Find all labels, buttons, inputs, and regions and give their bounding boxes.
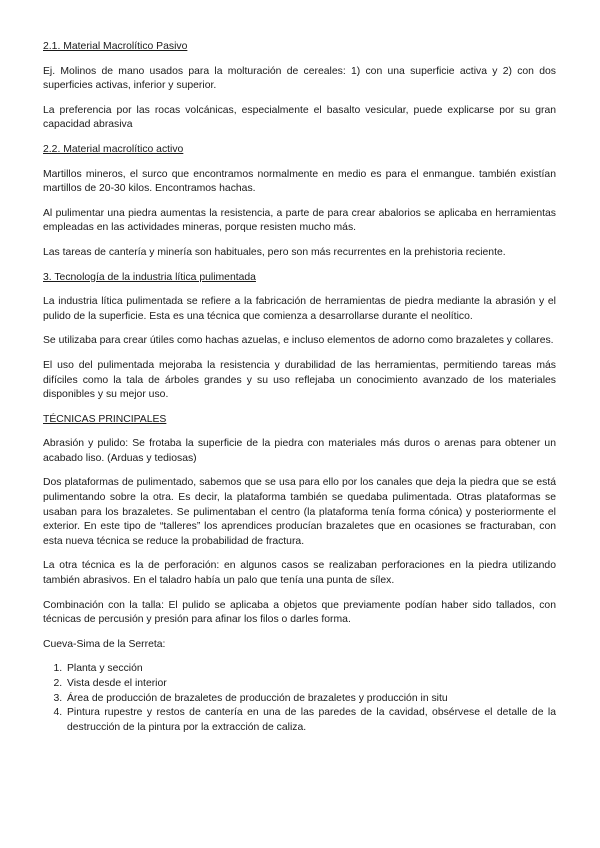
- paragraph: Al pulimentar una piedra aumentas la resistencia, a parte de para crear abalorios se aplicaba en herramientas empleadas en las actividades mineras, porque resisten mucho más.: [43, 207, 556, 234]
- paragraph: Cueva-Sima de la Serreta:: [43, 638, 166, 650]
- list-item: 2. Vista desde el interior: [65, 677, 556, 692]
- paragraph: La preferencia por las rocas volcánicas, especialmente el basalto vesicular, puede explicarse por su gran capacidad abrasiva: [43, 104, 556, 131]
- list-item: 1. Planta y sección: [65, 662, 556, 677]
- paragraph: Abrasión y pulido: Se frotaba la superficie de la piedra con materiales más duros o arenas para obtener un acabado liso. (Arduas y tediosas): [43, 438, 556, 464]
- paragraph: Ej. Molinos de mano usados para la molturación de cereales: 1) con una superficie activa y 2) con dos superficies activas, inferior y superior.: [43, 65, 556, 92]
- document-page: [43, 40, 556, 735]
- paragraph: Las tareas de cantería y minería son habituales, pero son más recurrentes en la prehistoria reciente.: [43, 246, 506, 258]
- list-item: 3. Área de producción de brazaletes de producción de brazaletes y producción in situ: [65, 692, 556, 707]
- paragraph: Dos plataformas de pulimentado, sabemos que se usa para ello por los canales que deja la piedra que se está pulimentando sobre la otra. Es decir, la plataforma también se quedaba pulimentada. Otras plataformas se usaban para los brazaletes. Se pulimentaban el centro (la plataforma tenía forma cónica) y posteriormente el exterior. En este tipo de “talleres” los aprendices producían brazaletes que en ocasiones se fracturaban, con esta nueva técnica se reduce la probabilidad de fractura.: [43, 477, 556, 547]
- section-heading-tecnicas-principales: TÉCNICAS PRINCIPALES: [43, 413, 167, 425]
- paragraph: Se utilizaba para crear útiles como hachas azuelas, e incluso elementos de adorno como brazaletes y collares.: [43, 335, 554, 347]
- list-item: 4. Pintura rupestre y restos de cantería en una de las paredes de la cavidad, obsérvese el detalle de la destrucción de la pintura por la extracción de caliza.: [65, 706, 556, 735]
- section-heading-tecnologia-litica-pulimentada: 3. Tecnología de la industria lítica pulimentada: [43, 271, 256, 283]
- section-heading-material-macrolitico-pasivo: 2.1. Material Macrolítico Pasivo: [43, 41, 188, 52]
- section-heading-material-macrolitico-activo: 2.2. Material macrolítico activo: [43, 143, 184, 155]
- paragraph: Combinación con la talla: El pulido se aplicaba a objetos que previamente podían haber sido tallados, con técnicas de percusión y presión para afinar los filos o darles forma.: [43, 599, 556, 626]
- paragraph: La industria lítica pulimentada se refiere a la fabricación de herramientas de piedra mediante la abrasión y el pulido de la superficie. Esta es una técnica que comienza a desarrollarse durante el neolítico.: [43, 296, 556, 322]
- paragraph: Martillos mineros, el surco que encontramos normalmente en medio es para el enmangue. también existían martillos de 20-30 kilos. Encontramos hachas.: [43, 168, 556, 195]
- figure-list: [43, 662, 556, 735]
- paragraph: El uso del pulimentada mejoraba la resistencia y durabilidad de las herramientas, permitiendo tareas más difíciles como la tala de árboles grandes y su uso reflejaba un conocimiento avanzado de los materiales disponibles y su mejor uso.: [43, 359, 556, 401]
- paragraph: La otra técnica es la de perforación: en algunos casos se realizaban perforaciones en la piedra utilizando también abrasivos. En el taladro había un palo que tenía una punta de sílex.: [43, 560, 556, 587]
